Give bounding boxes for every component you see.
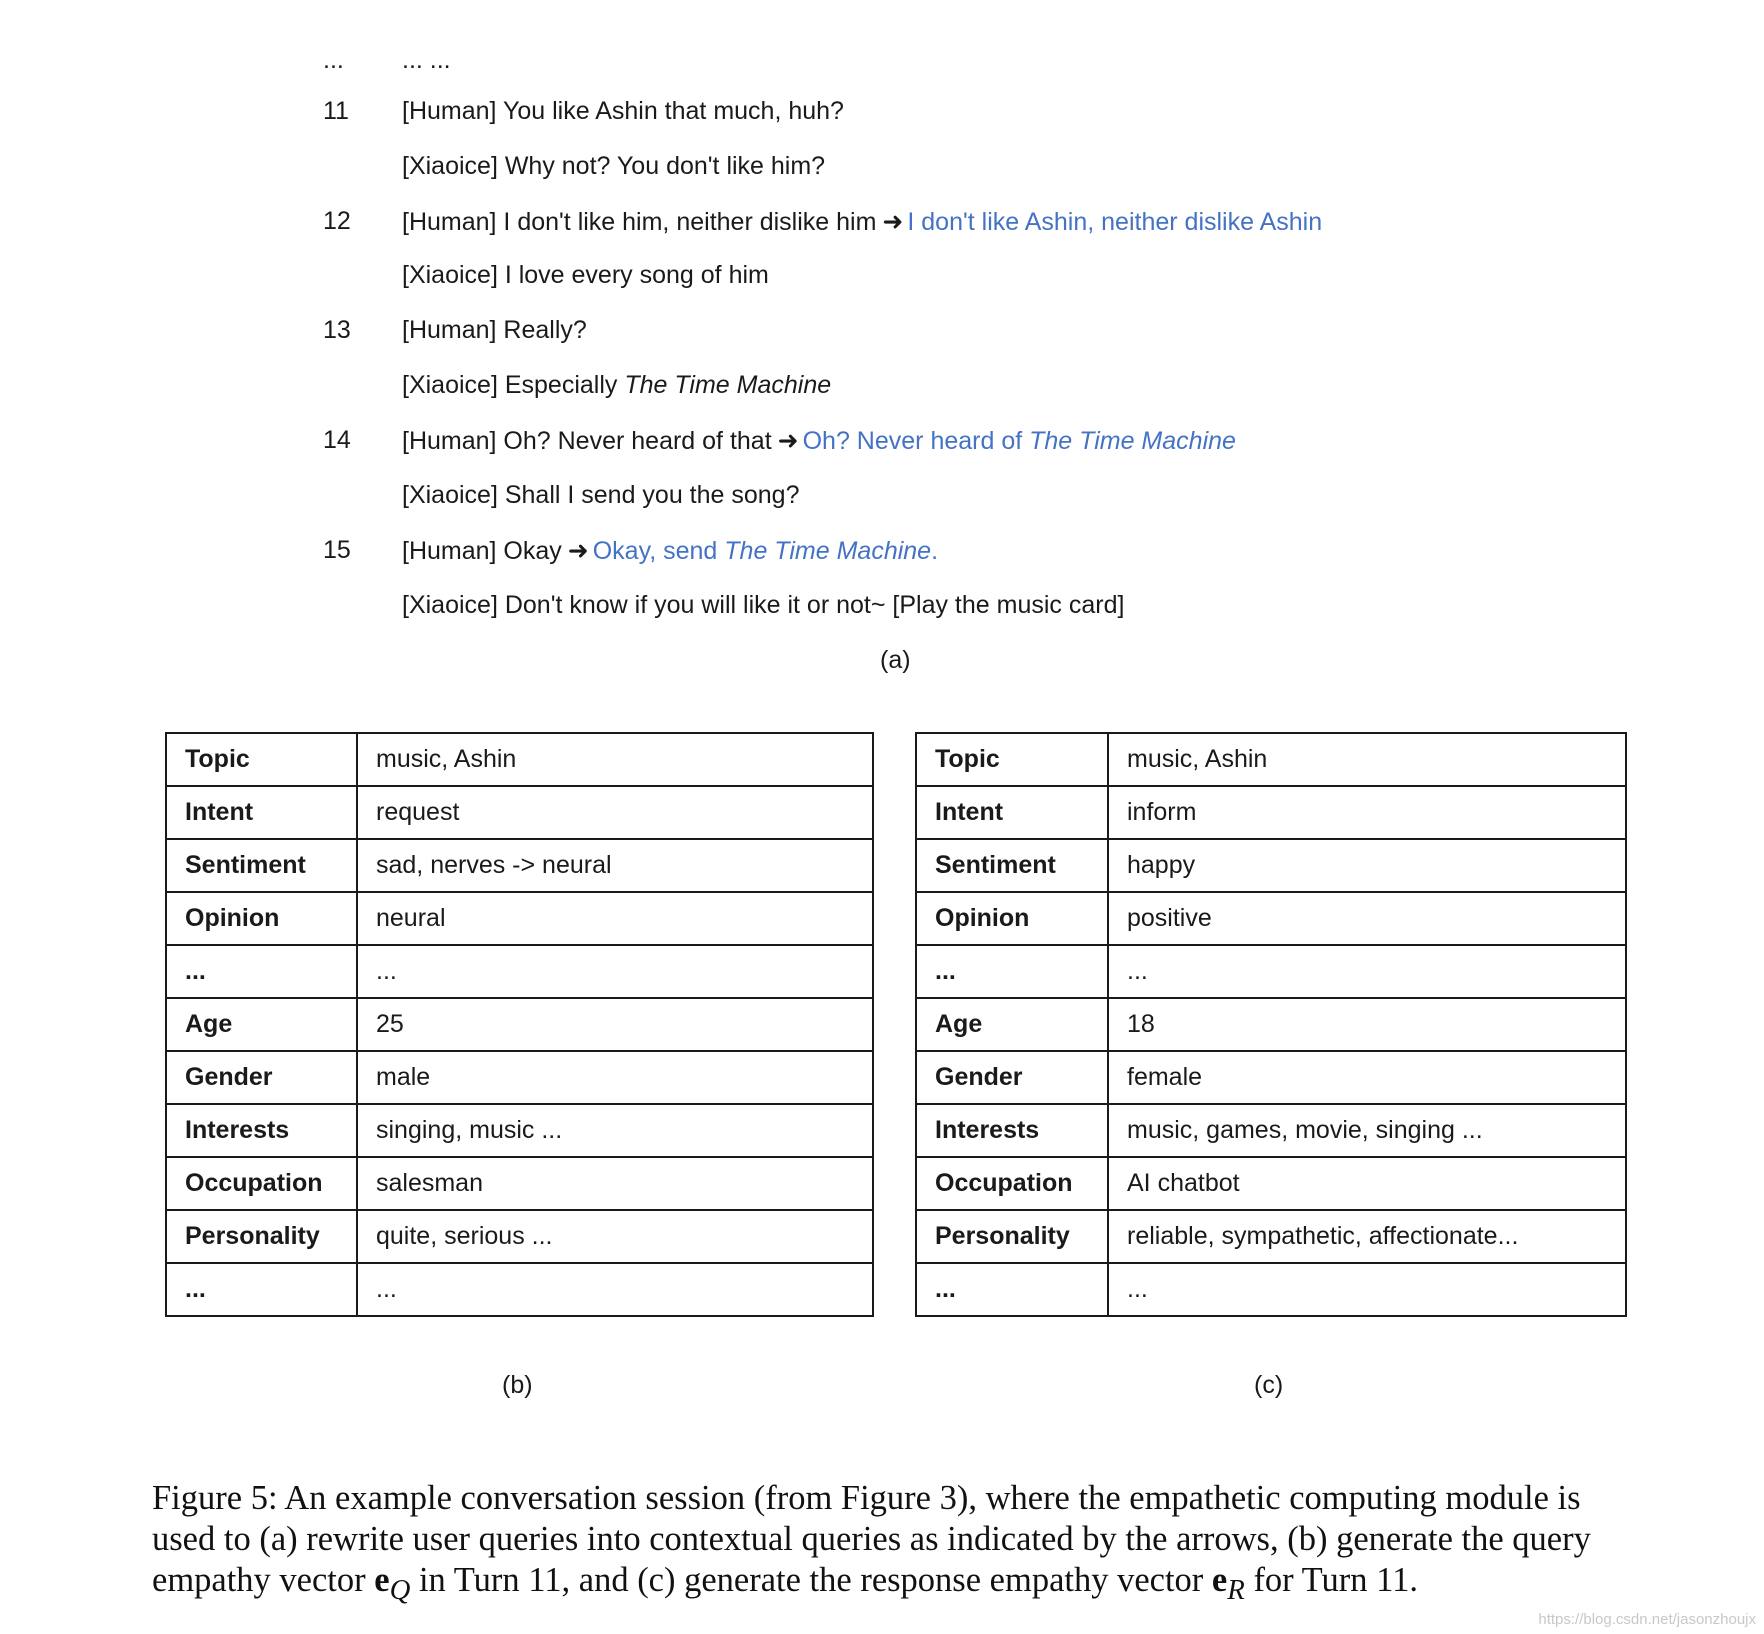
attribute-value: request bbox=[357, 786, 873, 839]
table-row bbox=[916, 1104, 1626, 1157]
attribute-value: female bbox=[1108, 1051, 1626, 1104]
human-utterance-14 bbox=[402, 426, 1236, 456]
table-row bbox=[916, 1210, 1626, 1263]
rewrite-period: . bbox=[931, 537, 939, 565]
attribute-value: ... bbox=[357, 1263, 873, 1316]
human-utterance-12 bbox=[402, 207, 1322, 237]
turn-number-13: 13 bbox=[323, 316, 351, 344]
attribute-name: Gender bbox=[166, 1051, 357, 1104]
xiaoice-utterance-13 bbox=[402, 371, 831, 400]
xiaoice-utterance-11: [Xiaoice] Why not? You don't like him? bbox=[402, 152, 826, 180]
caption-text-1: Figure 5: An example conversation session (from Figure 3), where the empathetic computing module is used to (a) rewrite user queries into contextual queries as indicated by the arrows, (b) generate the query empathy vector bbox=[152, 1479, 1591, 1599]
attribute-name: Occupation bbox=[916, 1157, 1108, 1210]
attribute-value: inform bbox=[1108, 786, 1626, 839]
xiaoice-text: [Xiaoice] Especially bbox=[402, 371, 625, 399]
attribute-name: ... bbox=[916, 1263, 1108, 1316]
turn-number-14: 14 bbox=[323, 426, 351, 454]
response-vector-subscript: R bbox=[1227, 1573, 1245, 1606]
attribute-value: positive bbox=[1108, 892, 1626, 945]
attribute-name: Topic bbox=[166, 733, 357, 786]
attribute-value: singing, music ... bbox=[357, 1104, 873, 1157]
attribute-value: music, Ashin bbox=[357, 733, 873, 786]
attribute-name: Age bbox=[166, 998, 357, 1051]
table-row bbox=[916, 998, 1626, 1051]
attribute-value: ... bbox=[1108, 1263, 1626, 1316]
table-row bbox=[916, 733, 1626, 786]
table-row bbox=[166, 1263, 873, 1316]
caption-text-3: for Turn 11. bbox=[1244, 1561, 1418, 1599]
song-title: The Time Machine bbox=[624, 371, 832, 399]
attribute-value: AI chatbot bbox=[1108, 1157, 1626, 1210]
table-row bbox=[166, 1210, 873, 1263]
table-row bbox=[166, 839, 873, 892]
song-title: The Time Machine bbox=[1029, 427, 1236, 455]
attribute-name: Occupation bbox=[166, 1157, 357, 1210]
rewritten-query bbox=[593, 537, 938, 565]
table-row bbox=[916, 945, 1626, 998]
turn-ellipsis-number: ... bbox=[323, 46, 344, 74]
attribute-value: ... bbox=[357, 945, 873, 998]
attribute-value: ... bbox=[1108, 945, 1626, 998]
attribute-name: ... bbox=[166, 945, 357, 998]
attribute-name: Opinion bbox=[166, 892, 357, 945]
arrow-right-icon: ➜ bbox=[777, 427, 799, 455]
table-row bbox=[916, 1157, 1626, 1210]
attribute-name: Intent bbox=[916, 786, 1108, 839]
attribute-name: Opinion bbox=[916, 892, 1108, 945]
turn-number-11: 11 bbox=[323, 97, 349, 125]
attribute-value: music, Ashin bbox=[1108, 733, 1626, 786]
table-row bbox=[916, 839, 1626, 892]
response-vector-symbol: e bbox=[1211, 1561, 1228, 1599]
attribute-value: quite, serious ... bbox=[357, 1210, 873, 1263]
response-empathy-table bbox=[915, 732, 1627, 1317]
attribute-value: 18 bbox=[1108, 998, 1626, 1051]
rewritten-query: I don't like Ashin, neither dislike Ashin bbox=[907, 208, 1323, 236]
attribute-name: ... bbox=[166, 1263, 357, 1316]
subfigure-caption-c: (c) bbox=[1254, 1371, 1284, 1399]
query-vector-subscript: Q bbox=[389, 1573, 411, 1606]
rewritten-query bbox=[803, 427, 1236, 455]
table-row bbox=[166, 733, 873, 786]
table-row bbox=[916, 1263, 1626, 1316]
human-text: [Human] Oh? Never heard of that bbox=[402, 427, 772, 455]
arrow-right-icon: ➜ bbox=[567, 537, 589, 565]
table-row bbox=[166, 1157, 873, 1210]
attribute-name: Gender bbox=[916, 1051, 1108, 1104]
table-row bbox=[166, 892, 873, 945]
attribute-name: Interests bbox=[166, 1104, 357, 1157]
attribute-value: sad, nerves -> neural bbox=[357, 839, 873, 892]
turn-number-12: 12 bbox=[323, 207, 351, 235]
table-row bbox=[166, 998, 873, 1051]
attribute-name: Sentiment bbox=[166, 839, 357, 892]
attribute-value: reliable, sympathetic, affectionate... bbox=[1108, 1210, 1626, 1263]
subfigure-caption-a: (a) bbox=[880, 646, 911, 674]
attribute-name: Topic bbox=[916, 733, 1108, 786]
human-utterance-13: [Human] Really? bbox=[402, 316, 587, 344]
subfigure-caption-b: (b) bbox=[502, 1371, 533, 1399]
attribute-name: Sentiment bbox=[916, 839, 1108, 892]
rewrite-text: Oh? Never heard of bbox=[802, 427, 1030, 455]
table-row bbox=[166, 945, 873, 998]
turn-number-15: 15 bbox=[323, 536, 351, 564]
xiaoice-utterance-12: [Xiaoice] I love every song of him bbox=[402, 261, 769, 289]
query-empathy-table bbox=[165, 732, 874, 1317]
attribute-value: male bbox=[357, 1051, 873, 1104]
attribute-name: ... bbox=[916, 945, 1108, 998]
xiaoice-utterance-15: [Xiaoice] Don't know if you will like it or not~ [Play the music card] bbox=[402, 591, 1125, 619]
attribute-value: neural bbox=[357, 892, 873, 945]
arrow-right-icon: ➜ bbox=[882, 208, 904, 236]
watermark: https://blog.csdn.net/jasonzhoujx bbox=[1538, 1611, 1756, 1628]
song-title: The Time Machine bbox=[724, 537, 932, 565]
table-row bbox=[916, 1051, 1626, 1104]
table-row bbox=[166, 786, 873, 839]
attribute-name: Personality bbox=[916, 1210, 1108, 1263]
table-row bbox=[916, 892, 1626, 945]
human-text: [Human] Okay bbox=[402, 537, 562, 565]
attribute-name: Personality bbox=[166, 1210, 357, 1263]
rewrite-text: Okay, send bbox=[592, 537, 725, 565]
human-text: [Human] I don't like him, neither dislike him bbox=[402, 208, 877, 236]
attribute-name: Intent bbox=[166, 786, 357, 839]
attribute-name: Age bbox=[916, 998, 1108, 1051]
xiaoice-utterance-14: [Xiaoice] Shall I send you the song? bbox=[402, 481, 800, 509]
attribute-value: salesman bbox=[357, 1157, 873, 1210]
attribute-value: 25 bbox=[357, 998, 873, 1051]
table-row bbox=[166, 1051, 873, 1104]
table-row bbox=[916, 786, 1626, 839]
query-vector-symbol: e bbox=[374, 1561, 390, 1599]
attribute-value: happy bbox=[1108, 839, 1626, 892]
caption-text-2: in Turn 11, and (c) generate the response empathy vector bbox=[410, 1561, 1212, 1599]
attribute-value: music, games, movie, singing ... bbox=[1108, 1104, 1626, 1157]
turn-ellipsis-text: ... ... bbox=[402, 46, 451, 74]
human-utterance-11: [Human] You like Ashin that much, huh? bbox=[402, 97, 844, 125]
human-utterance-15 bbox=[402, 536, 938, 566]
table-row bbox=[166, 1104, 873, 1157]
attribute-name: Interests bbox=[916, 1104, 1108, 1157]
figure-caption bbox=[152, 1478, 1647, 1611]
